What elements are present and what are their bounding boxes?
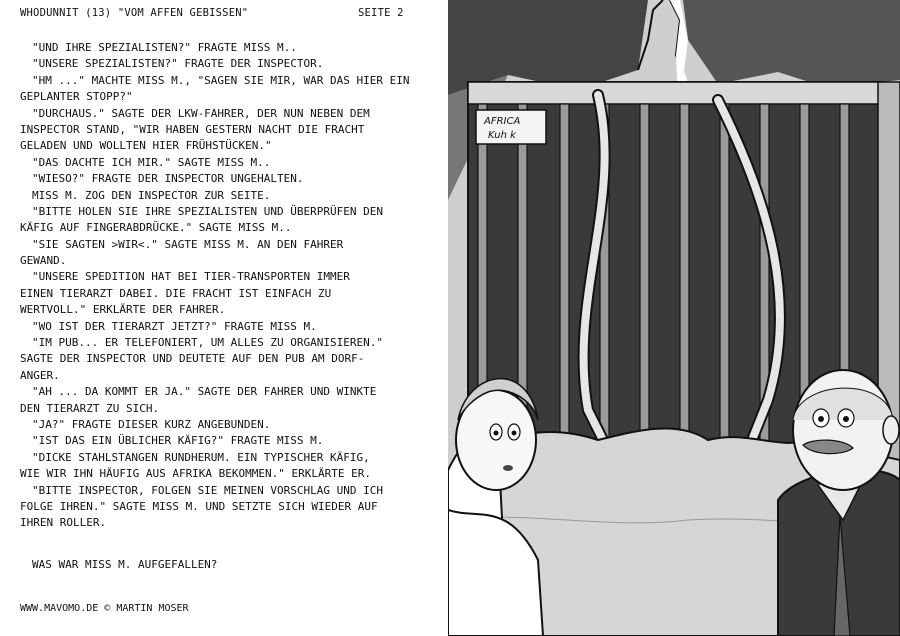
story-text: [20, 40, 430, 532]
story-line: "UNSERE SPEDITION HAT BEI TIER-TRANSPORTEN IMMER: [32, 270, 350, 284]
riddle-question: WAS WAR MISS M. AUFGEFALLEN?: [32, 558, 218, 571]
top-shadow-right: [683, 0, 900, 88]
story-line: "JA?" FRAGTE DIESER KURZ ANGEBUNDEN.: [32, 417, 271, 431]
story-line: "DAS DACHTE ICH MIR." SAGTE MISS M..: [32, 155, 271, 169]
story-line: "DURCHAUS." SAGTE DER LKW-FAHRER, DER NUN NEBEN DEM: [32, 106, 370, 120]
story-line: "IST DAS EIN ÜBLICHER KÄFIG?" FRAGTE MISS M.: [32, 434, 324, 448]
story-line: "UNSERE SPEZIALISTEN?" FRAGTE DER INSPECTOR.: [32, 57, 324, 71]
header-title: WHODUNNIT (13) "VOM AFFEN GEBISSEN": [20, 7, 249, 19]
story-line: EINEN TIERARZT DABEI. DIE FRACHT IST EINFACH ZU: [20, 286, 332, 300]
story-line: ANGER.: [20, 368, 60, 382]
story-line: "IM PUB... ER TELEFONIERT, UM ALLES ZU ORGANISIEREN.": [32, 336, 383, 350]
story-line: MISS M. ZOG DEN INSPECTOR ZUR SEITE.: [32, 188, 271, 202]
story-line: "AH ... DA KOMMT ER JA." SAGTE DER FAHRER UND WINKTE: [32, 385, 377, 399]
sign-line-1: AFRICA: [484, 116, 521, 127]
story-line: "SIE SAGTEN >WIR<." SAGTE MISS M. AN DEN FAHRER: [32, 237, 344, 251]
story-line: IHREN ROLLER.: [20, 516, 107, 530]
comic-illustration: [448, 0, 900, 636]
story-line: GEPLANTER STOPP?": [20, 90, 133, 104]
story-line: "BITTE HOLEN SIE IHRE SPEZIALISTEN UND ÜBERPRÜFEN DEN: [32, 204, 383, 218]
story-line: DEN TIERARZT ZU SICH.: [20, 401, 160, 415]
story-line: "WO IST DER TIERARZT JETZT?" FRAGTE MISS M.: [32, 319, 317, 333]
story-line: "DICKE STAHLSTANGEN RUNDHERUM. EIN TYPISCHER KÄFIG,: [32, 450, 370, 464]
page-number: SEITE 2: [358, 7, 404, 19]
story-line: KÄFIG AUF FINGERABDRÜCKE." SAGTE MISS M..: [20, 221, 292, 235]
story-line: "HM ..." MACHTE MISS M., "SAGEN SIE MIR, WAR DAS HIER EIN: [32, 73, 410, 87]
story-line: GELADEN UND WOLLTEN HIER FRÜHSTÜCKEN.": [20, 139, 272, 153]
story-line: "BITTE INSPECTOR, FOLGEN SIE MEINEN VORSCHLAG UND ICH: [32, 483, 383, 497]
story-line: FOLGE IHREN." SAGTE MISS M. UND SETZTE SICH WIEDER AUF: [20, 499, 378, 513]
man-character: [778, 370, 900, 636]
cage-sign: [476, 110, 546, 144]
story-line: GEWAND.: [20, 254, 67, 268]
story-line: WIE WIR IHN HÄUFIG AUS AFRIKA BEKOMMEN." ERKLÄRTE ER.: [20, 467, 371, 481]
story-line: SAGTE DER INSPECTOR UND DEUTETE AUF DEN PUB AM DORF-: [20, 352, 365, 366]
story-line: "WIESO?" FRAGTE DER INSPECTOR UNGEHALTEN.: [32, 172, 304, 186]
sign-line-2: Kuh k: [488, 130, 516, 141]
story-line: "UND IHRE SPEZIALISTEN?" FRAGTE MISS M..: [32, 41, 297, 54]
cage-top-beam: [468, 82, 882, 104]
story-line: INSPECTOR STAND, "WIR HABEN GESTERN NACHT DIE FRACHT: [20, 122, 365, 136]
story-line: WERTVOLL." ERKLÄRTE DER FAHRER.: [20, 303, 226, 317]
footer-credit: WWW.MAVOMO.DE © MARTIN MOSER: [20, 603, 189, 614]
